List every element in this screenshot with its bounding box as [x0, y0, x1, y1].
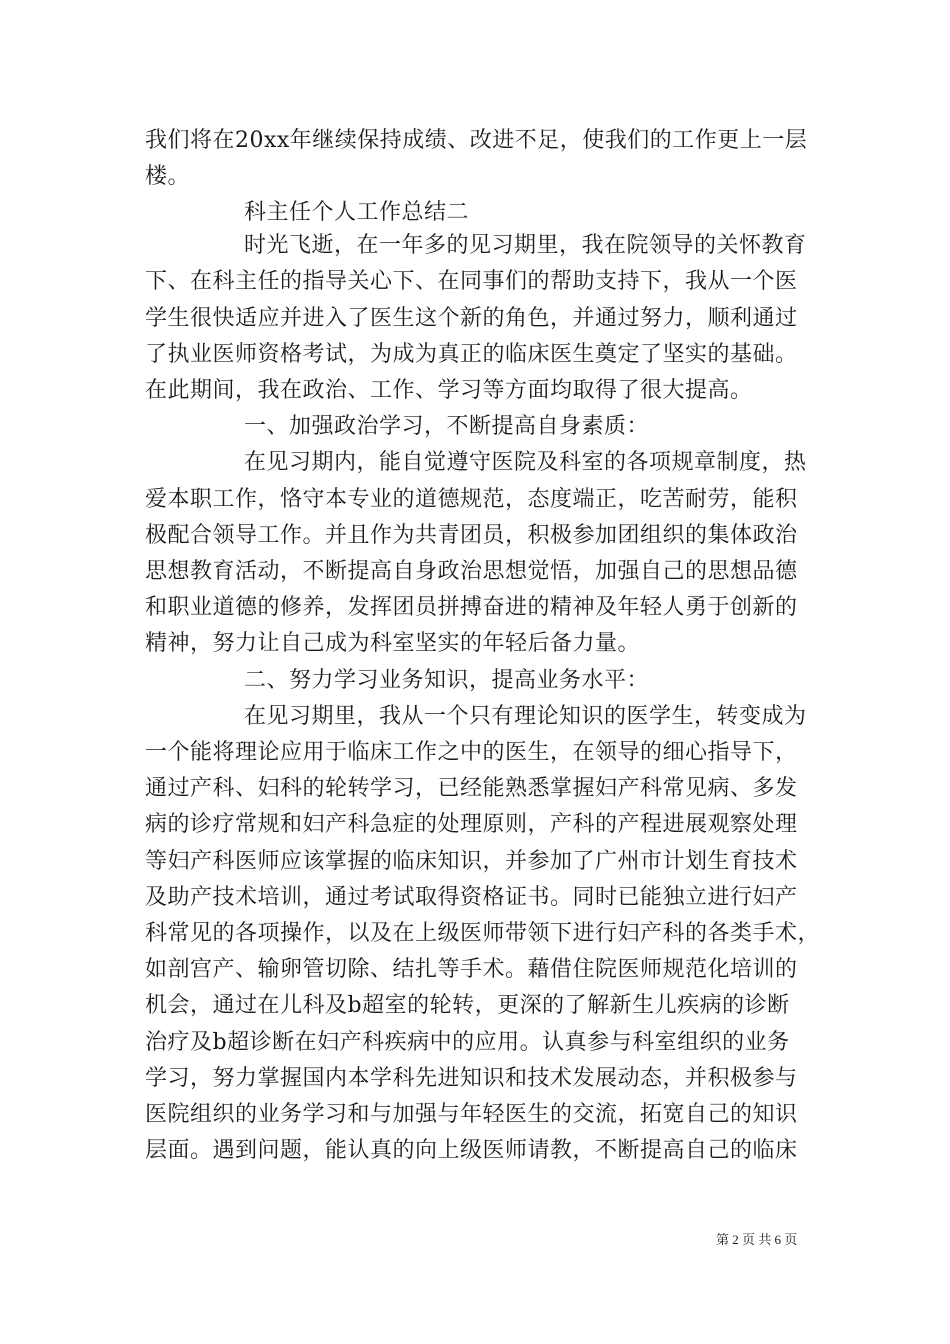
section-heading: 二、努力学习业务知识，提高业务水平：	[244, 668, 650, 693]
text-line: 医院组织的业务学习和与加强与年轻医生的交流，拓宽自己的知识	[145, 1102, 798, 1127]
text-line: 层面。遇到问题，能认真的向上级医师请教，不断提高自己的临床	[145, 1138, 798, 1163]
text-line: 思想教育活动，不断提高自身政治思想觉悟，加强自己的思想品德	[145, 559, 798, 584]
text-line: 治疗及b超诊断在妇产科疾病中的应用。认真参与科室组织的业务	[145, 1030, 790, 1055]
text-line: 和职业道德的修养，发挥团员拼搏奋进的精神及年轻人勇于创新的	[145, 595, 798, 620]
text-line: 在见习期内，能自觉遵守医院及科室的各项规章制度，热	[244, 450, 807, 475]
section-title: 科主任个人工作总结二	[244, 200, 470, 225]
text-line: 楼。	[145, 164, 191, 189]
text-line: 学生很快适应并进入了医生这个新的角色，并通过努力，顺利通过	[145, 306, 798, 331]
text-line: 病的诊疗常规和妇产科急症的处理原则，产科的产程进展观察处理	[145, 812, 798, 837]
text-line: 在见习期里，我从一个只有理论知识的医学生，转变成为	[244, 704, 807, 729]
text-line: 下、在科主任的指导关心下、在同事们的帮助支持下，我从一个医	[145, 269, 798, 294]
text-line: 爱本职工作，恪守本专业的道德规范，态度端正，吃苦耐劳，能积	[145, 487, 798, 512]
text-line: 精神，努力让自己成为科室坚实的年轻后备力量。	[145, 631, 641, 656]
text-line: 如剖宫产、输卵管切除、结扎等手术。藉借住院医师规范化培训的	[145, 957, 798, 982]
text-line: 学习，努力掌握国内本学科先进知识和技术发展动态，并积极参与	[145, 1066, 798, 1091]
text-line: 在此期间，我在政治、工作、学习等方面均取得了很大提高。	[145, 378, 753, 403]
text-line: 极配合领导工作。并且作为共青团员，积极参加团组织的集体政治	[145, 523, 798, 548]
text-line: 时光飞逝，在一年多的见习期里，我在院领导的关怀教育	[244, 233, 807, 258]
text-line: 了执业医师资格考试，为成为真正的临床医生奠定了坚实的基础。	[145, 342, 798, 367]
text-line: 通过产科、妇科的轮转学习，已经能熟悉掌握妇产科常见病、多发	[145, 776, 798, 801]
text-line: 科常见的各项操作，以及在上级医师带领下进行妇产科的各类手术，	[145, 921, 821, 946]
text-line: 及助产技术培训，通过考试取得资格证书。同时已能独立进行妇产	[145, 885, 798, 910]
section-heading: 一、加强政治学习，不断提高自身素质：	[244, 414, 650, 439]
text-line: 一个能将理论应用于临床工作之中的医生，在领导的细心指导下，	[145, 740, 798, 765]
page-number-footer: 第 2 页 共 6 页	[716, 1232, 798, 1247]
text-line: 我们将在20xx年继续保持成绩、改进不足，使我们的工作更上一层	[145, 128, 808, 153]
text-line: 等妇产科医师应该掌握的临床知识，并参加了广州市计划生育技术	[145, 849, 798, 874]
text-line: 机会，通过在儿科及b超室的轮转，更深的了解新生儿疾病的诊断	[145, 993, 790, 1018]
